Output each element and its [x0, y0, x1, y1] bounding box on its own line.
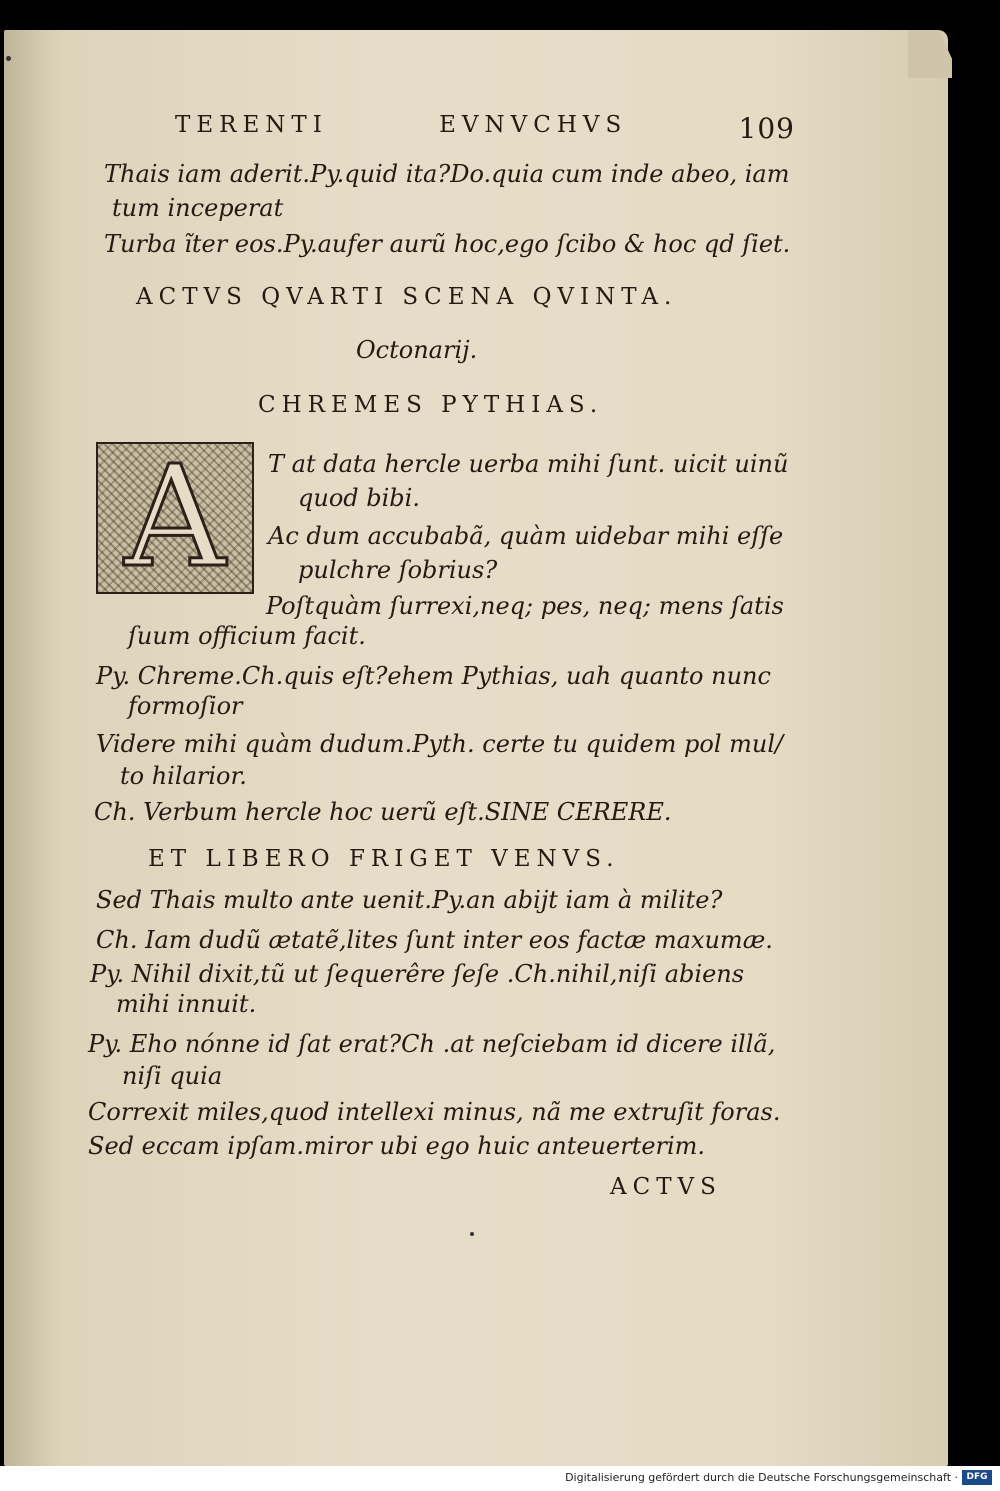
catchword: ACTVS: [610, 1174, 722, 1200]
text-line: mihi innuit.: [116, 990, 257, 1018]
scan-mark: [6, 56, 11, 61]
text-line: Py. Nihil dixit,tũ ut ſequerêre ſeſe .Ch.nihil,niſi abiens: [90, 960, 745, 988]
text-line: Py. Chreme.Ch.quis eſt?ehem Pythias, uah quanto nunc: [96, 662, 771, 690]
act-heading: ACTVS QVARTI SCENA QVINTA.: [136, 284, 678, 310]
text-line: T at data hercle uerba mihi ſunt. uicit uinũ: [268, 450, 789, 478]
scan-mark: [470, 1232, 474, 1236]
text-line: Ac dum accubabã, quàm uidebar mihi eſſe: [268, 522, 784, 550]
initial-letter: A: [124, 436, 226, 599]
text-line: Ch. Verbum hercle hoc uerũ eſt.SINE CERERE.: [94, 798, 672, 826]
text-line: to hilarior.: [120, 762, 247, 790]
text-line: Turba ĩter eos.Py.aufer aurũ hoc,ego ſcibo & hoc qd ſiet.: [104, 230, 791, 258]
header-title: EVNVCHVS: [439, 112, 628, 138]
text-line: Videre mihi quàm dudum.Pyth. certe tu quidem pol mul/: [96, 730, 784, 758]
text-line: Ch. Iam dudũ ætatẽ,lites ſunt inter eos factæ maxumæ.: [96, 926, 773, 954]
meter-label: Octonarij.: [356, 336, 478, 364]
text-line: Sed eccam ipſam.miror ubi ego huic anteuerterim.: [88, 1132, 706, 1160]
running-header: [175, 112, 795, 145]
header-author: TERENTI: [175, 112, 328, 138]
text-line: tum inceperat: [112, 194, 284, 222]
text-line: Sed Thais multo ante uenit.Py.an abijt iam à milite?: [96, 886, 723, 914]
text-line: Thais iam aderit.Py.quid ita?Do.quia cum inde abeo, iam: [104, 160, 790, 188]
digitization-footer: [0, 1466, 1000, 1491]
text-line: ſuum officium facit.: [128, 622, 366, 650]
decorated-initial: [96, 436, 254, 599]
text-line: Poſtquàm ſurrexi,neq; pes, neq; mens ſatis: [266, 592, 784, 620]
text-line: Py. Eho nónne id ſat erat?Ch .at neſciebam id dicere illã,: [88, 1030, 776, 1058]
page-number: 109: [738, 112, 795, 145]
dfg-logo-icon: DFG: [962, 1470, 992, 1485]
text-line: Correxit miles,quod intellexi minus, nã me extruſit foras.: [88, 1098, 781, 1126]
text-line: formoſior: [128, 692, 243, 720]
text-line: niſi quia: [122, 1062, 223, 1090]
text-line: quod bibi.: [298, 484, 420, 512]
speakers-heading: CHREMES PYTHIAS.: [258, 392, 604, 418]
text-line: pulchre ſobrius?: [298, 556, 498, 584]
proverb-line: ET LIBERO FRIGET VENVS.: [148, 846, 620, 872]
footer-text: Digitalisierung gefördert durch die Deutsche Forschungsgemeinschaft ·: [565, 1471, 958, 1484]
